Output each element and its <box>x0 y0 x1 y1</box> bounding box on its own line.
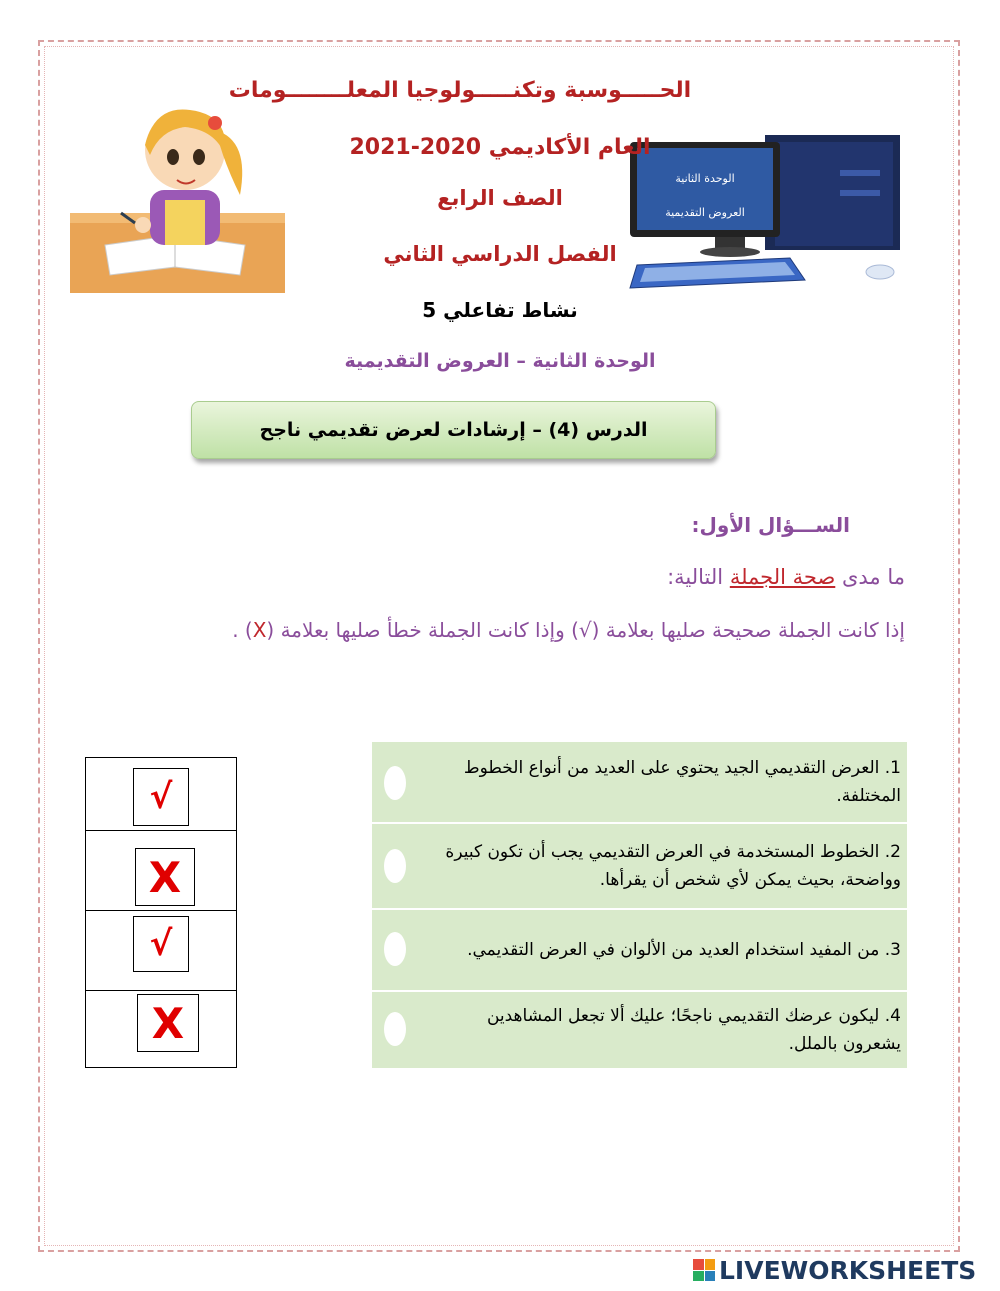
course-title: الحـــــوسبة وتكنـــــولوجيا المعلــــــــومات <box>228 78 692 103</box>
computer-screen-line1: الوحدة الثانية <box>675 172 735 185</box>
question-instruction <box>232 618 905 642</box>
x-mark[interactable] <box>137 994 199 1052</box>
statement-text: 3. من المفيد استخدام العديد من الألوان في العرض التقديمي. <box>467 940 901 960</box>
logo-grid-icon <box>693 1259 715 1281</box>
answer-symbol: X <box>148 852 182 902</box>
statement-text: 1. العرض التقديمي الجيد يحتوي على العديد من أنواع الخطوط المختلفة. <box>463 758 901 806</box>
statements-panel <box>372 742 907 1068</box>
x-mark[interactable] <box>135 848 195 906</box>
statement-row <box>372 742 907 822</box>
statement-row <box>372 910 907 990</box>
statement-text: 4. ليكون عرضك التقديمي ناجحًا؛ عليك ألا تجعل المشاهدين يشعرون بالملل. <box>486 1006 901 1054</box>
answer-table <box>85 757 237 1068</box>
check-mark[interactable] <box>133 916 189 972</box>
subtitle-highlight: صحة الجملة <box>729 565 836 589</box>
table-divider <box>86 830 236 831</box>
drop-target[interactable] <box>384 932 406 966</box>
logo-text: LIVEWORKSHEETS <box>719 1255 977 1285</box>
instruction-x: X <box>252 618 267 642</box>
drop-target[interactable] <box>384 1012 406 1046</box>
instruction-part-a: إذا كانت الجملة صحيحة صليها بعلامة (√) وإذا كانت الجملة خطأ صليها بعلامة ( <box>266 618 905 642</box>
statement-row <box>372 992 907 1068</box>
question-title: الســـؤال الأول: <box>691 513 850 537</box>
semester-label: الفصل الدراسي الثاني <box>383 242 617 266</box>
answer-symbol: √ <box>149 924 173 964</box>
statement-row <box>372 824 907 908</box>
check-mark[interactable] <box>133 768 189 826</box>
grade-label: الصف الرابع <box>437 186 563 210</box>
table-divider <box>86 910 236 911</box>
question-subtitle <box>667 565 905 589</box>
unit-label: الوحدة الثانية – العروض التقديمية <box>344 350 656 372</box>
statement-text: 2. الخطوط المستخدمة في العرض التقديمي يجب أن تكون كبيرة وواضحة، بحيث يمكن لأي شخص أن يقرأها. <box>445 842 901 890</box>
drop-target[interactable] <box>384 849 406 883</box>
instruction-part-b: ) . <box>232 618 253 642</box>
lesson-banner <box>191 401 716 459</box>
table-divider <box>86 990 236 991</box>
answer-symbol: √ <box>149 777 173 817</box>
lesson-title: الدرس (4) – إرشادات لعرض تقديمي ناجح <box>259 419 648 441</box>
computer-screen-line2: العروض التقديمية <box>665 206 745 219</box>
subtitle-suffix: التالية: <box>667 565 730 589</box>
liveworksheets-logo <box>693 1255 976 1285</box>
activity-label: نشاط تفاعلي 5 <box>422 298 578 322</box>
subtitle-prefix: ما مدى <box>835 565 905 589</box>
drop-target[interactable] <box>384 766 406 800</box>
academic-year: العام الأكاديمي 2020-2021 <box>349 135 651 160</box>
answer-symbol: X <box>151 998 185 1048</box>
